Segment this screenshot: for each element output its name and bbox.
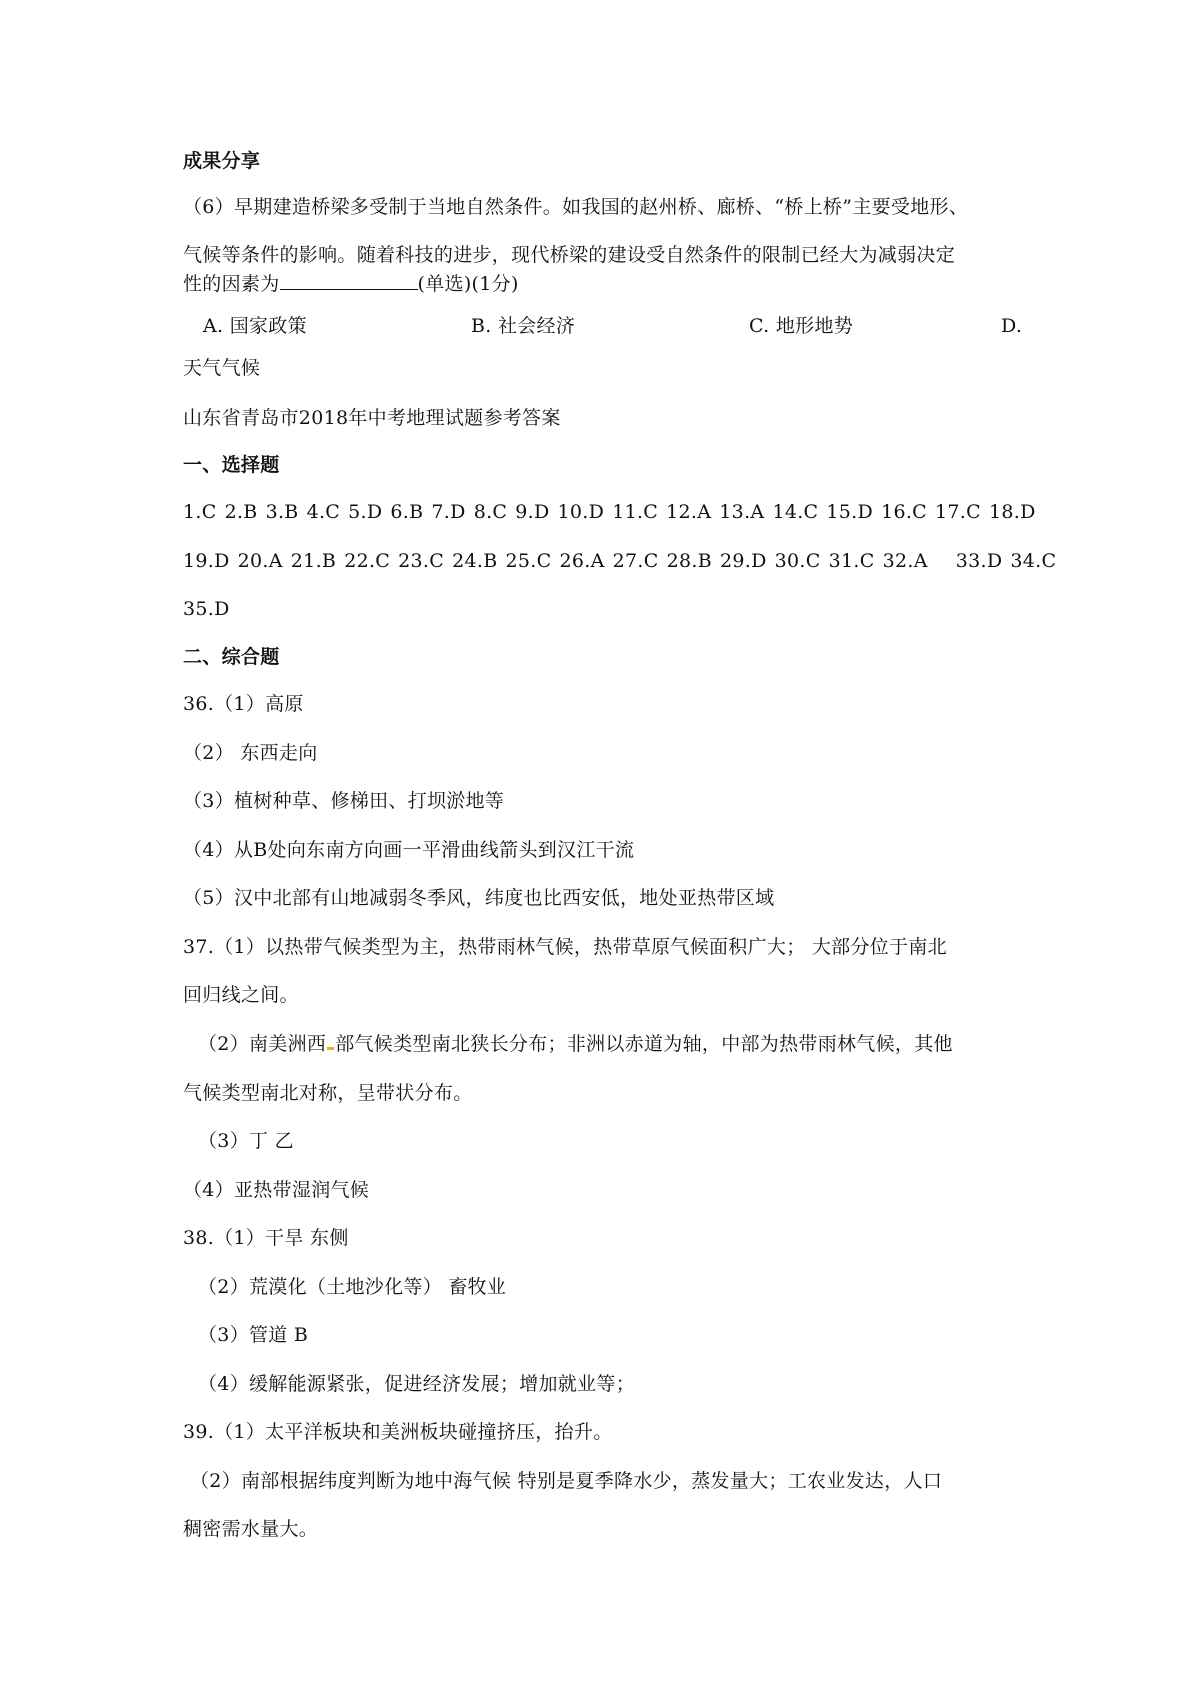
choice-answer: 30.C	[774, 550, 821, 572]
q36-answer-2: （2） 东西走向	[183, 742, 318, 764]
section-heading-choice: 一、选择题	[183, 454, 280, 476]
q36-answer-3: （3）植树种草、修梯田、打坝淤地等	[183, 790, 505, 812]
option-c: C. 地形地势	[749, 315, 854, 337]
q37-answer-1-line-1: 37.（1）以热带气候类型为主，热带雨林气候，热带草原气候面积广大； 大部分位于南北	[183, 936, 947, 958]
choice-answer: 3.B	[265, 501, 299, 523]
choice-answer: 29.D	[719, 550, 767, 572]
choice-answer: 32.A	[882, 550, 928, 572]
option-d: D.	[1001, 315, 1023, 337]
choice-answer: 4.C	[306, 501, 341, 523]
choice-answer: 27.C	[612, 550, 659, 572]
q37-answer-2-line-1	[198, 1032, 1038, 1056]
choice-answer: 35.D	[183, 598, 230, 620]
answer-title: 山东省青岛市2018年中考地理试题参考答案	[183, 407, 561, 429]
q38-answer-2: （2）荒漠化（土地沙化等） 畜牧业	[198, 1276, 507, 1298]
q6-prefix: 性的因素为	[183, 273, 280, 295]
choice-answer: 5.D	[348, 501, 383, 523]
choice-answer: 23.C	[398, 550, 445, 572]
section-heading-share: 成果分享	[183, 150, 261, 172]
choice-answers-row-3	[183, 597, 1023, 621]
q37-answer-4: （4）亚热带湿润气候	[183, 1179, 370, 1201]
choice-answer: 13.A	[719, 501, 765, 523]
q37-answer-2-part-2: 部气候类型南北狭长分布；非洲以赤道为轴，中部为热带雨林气候，其他	[335, 1033, 953, 1055]
choice-answer: 11.C	[612, 501, 659, 523]
choice-answer: 17.C	[935, 501, 981, 523]
choice-answer: 12.A	[666, 501, 712, 523]
q6-line-2: 气候等条件的影响。随着科技的进步，现代桥梁的建设受自然条件的限制已经大为减弱决定	[183, 244, 956, 266]
option-d-text: 天气气候	[183, 357, 261, 379]
answer-blank	[280, 271, 418, 290]
choice-answer: 18.D	[989, 501, 1036, 523]
q6-line-1: （6）早期建造桥梁多受制于当地自然条件。如我国的赵州桥、廊桥、“桥上桥”主要受地形、	[183, 196, 969, 218]
q39-answer-2-line-1: （2）南部根据纬度判断为地中海气候 特别是夏季降水少，蒸发量大；工农业发达，人口	[190, 1470, 943, 1492]
choice-answer: 34.C	[1010, 550, 1057, 572]
q38-answer-3: （3）管道 B	[198, 1324, 309, 1346]
choice-answer: 9.D	[515, 501, 550, 523]
choice-answer: 8.C	[473, 501, 508, 523]
highlight-mark	[327, 1047, 334, 1050]
choice-answer: 21.B	[290, 550, 337, 572]
option-a: A. 国家政策	[203, 315, 307, 337]
q6-line-3	[183, 271, 1023, 296]
q38-answer-4: （4）缓解能源紧张，促进经济发展；增加就业等；	[198, 1373, 635, 1395]
choice-answer: 6.B	[390, 501, 424, 523]
choice-answer: 10.D	[557, 501, 605, 523]
choice-answer: 16.C	[881, 501, 928, 523]
choice-answer: 14.C	[772, 501, 819, 523]
choice-answer: 25.C	[505, 550, 552, 572]
choice-answer: 2.B	[224, 501, 258, 523]
choice-answers-row-1	[183, 500, 1036, 524]
choice-answer: 31.C	[828, 550, 875, 572]
choice-answer: 7.D	[431, 501, 466, 523]
q37-answer-2-part-1: （2）南美洲西	[198, 1033, 327, 1055]
choice-answer: 28.B	[666, 550, 712, 572]
q37-answer-3: （3）丁 乙	[198, 1130, 294, 1152]
q36-answer-4: （4）从B处向东南方向画一平滑曲线箭头到汉江干流	[183, 839, 635, 861]
choice-answer: 24.B	[452, 550, 498, 572]
q6-suffix: (单选)(1分)	[417, 273, 519, 295]
choice-answer: 20.A	[237, 550, 283, 572]
option-b: B. 社会经济	[471, 315, 576, 337]
q37-answer-2-line-2: 气候类型南北对称，呈带状分布。	[183, 1082, 473, 1104]
q39-answer-2-line-2: 稠密需水量大。	[183, 1518, 319, 1540]
q39-answer-1: 39.（1）太平洋板块和美洲板块碰撞挤压，抬升。	[183, 1421, 613, 1443]
choice-answer: 1.C	[183, 501, 217, 523]
q36-answer-1: 36.（1）高原	[183, 693, 304, 715]
q37-answer-1-line-2: 回归线之间。	[183, 984, 299, 1006]
choice-answer: 26.A	[559, 550, 605, 572]
choice-answer: 15.D	[826, 501, 874, 523]
q36-answer-5: （5）汉中北部有山地减弱冬季风，纬度也比西安低，地处亚热带区域	[183, 887, 775, 909]
choice-answer: 22.C	[344, 550, 391, 572]
choice-answer: 33.D	[955, 550, 1003, 572]
q38-answer-1: 38.（1）干旱 东侧	[183, 1227, 349, 1249]
choice-answer: 19.D	[183, 550, 230, 572]
section-heading-comprehensive: 二、综合题	[183, 646, 280, 668]
choice-answers-row-2	[183, 549, 1057, 573]
